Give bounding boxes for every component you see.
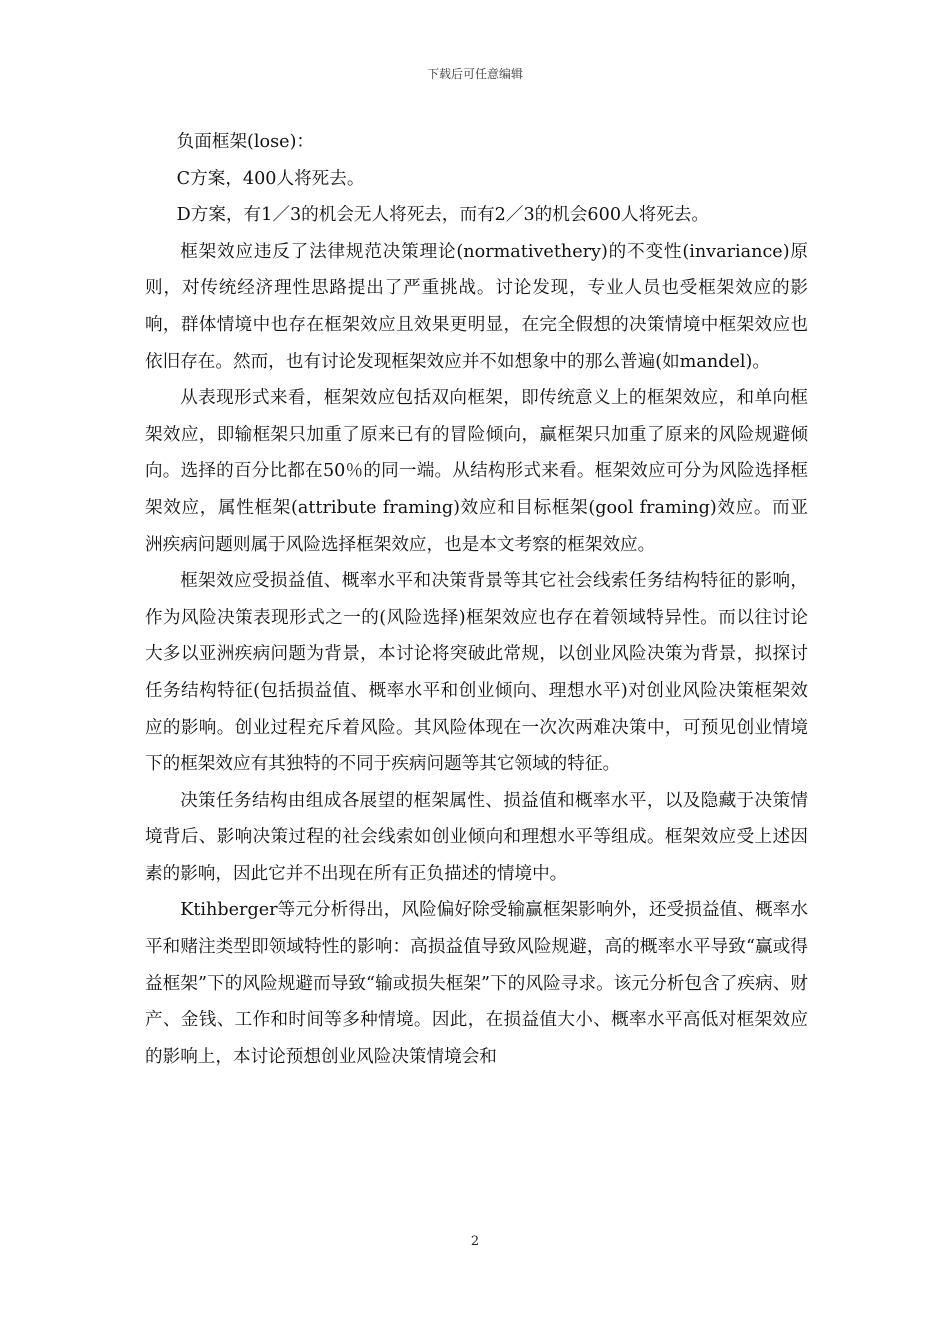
document-body (145, 124, 808, 1075)
paragraph-framing-violation: 框架效应违反了法律规范决策理论(normativethery)的不变性(invariance)原则，对传统经济理性思路提出了严重挑战。讨论发现，专业人员也受框架效应的影响，群体情境中也存在框架效应且效果更明显，在完全假想的决策情境中框架效应也依旧存在。然而，也有讨论发现框架效应并不如想象中的那么普遍(如mandel)。 (145, 241, 808, 372)
page-number: 2 (470, 1234, 480, 1249)
paragraph-meta-analysis: Ktihberger等元分析得出，风险偏好除受输赢框架影响外，还受损益值、概率水平和赌注类型即领域特性的影响：高损益值导致风险规避，高的概率水平导致“赢或得益框架”下的风险规避而导致“输或损失框架”下的风险寻求。该元分析包含了疾病、财产、金钱、工作和时间等多种情境。因此，在损益值大小、概率水平高低对框架效应的影响上，本讨论预想创业风险决策情境会和 (145, 900, 808, 1067)
paragraph-task-structure: 框架效应受损益值、概率水平和决策背景等其它社会线索任务结构特征的影响，作为风险决策表现形式之一的(风险选择)框架效应也存在着领域特异性。而以往讨论大多以亚洲疾病问题为背景，本讨论将突破此常规，以创业风险决策为背景，拟探讨任务结构特征(包括损益值、概率水平和创业倾向、理想水平)对创业风险决策框架效应的影响。创业过程充斥着风险。其风险体现在一次次两难决策中，可预见创业情境下的框架效应有其独特的不同于疾病问题等其它领域的特征。 (145, 571, 808, 775)
paragraph-option-d: D方案，有1／3的机会无人将死去，而有2／3的机会600人将死去。 (176, 205, 709, 226)
paragraph-negative-frame-heading: 负面框架(lose)： (176, 132, 315, 152)
paragraph-decision-structure: 决策任务结构由组成各展望的框架属性、损益值和概率水平，以及隐藏于决策情境背后、影响决策过程的社会线索如创业倾向和理想水平等组成。框架效应受上述因素的影响，因此它并不出现在所有正负描述的情境中。 (145, 790, 808, 884)
page-header: 下载后可任意编辑 (426, 67, 523, 81)
paragraph-option-c: C方案，400人将死去。 (176, 168, 365, 189)
paragraph-framing-forms: 从表现形式来看，框架效应包括双向框架，即传统意义上的框架效应，和单向框架效应，即输框架只加重了原来已有的冒险倾向，赢框架只加重了原来的风险规避倾向。选择的百分比都在50％的同一端。从结构形式来看。框架效应可分为风险选择框架效应，属性框架(attribute framing)效应和目标框架(gool framing)效应。而亚洲疾病问题则属于风险选择框架效应，也是本文考察的框架效应。 (145, 388, 808, 555)
